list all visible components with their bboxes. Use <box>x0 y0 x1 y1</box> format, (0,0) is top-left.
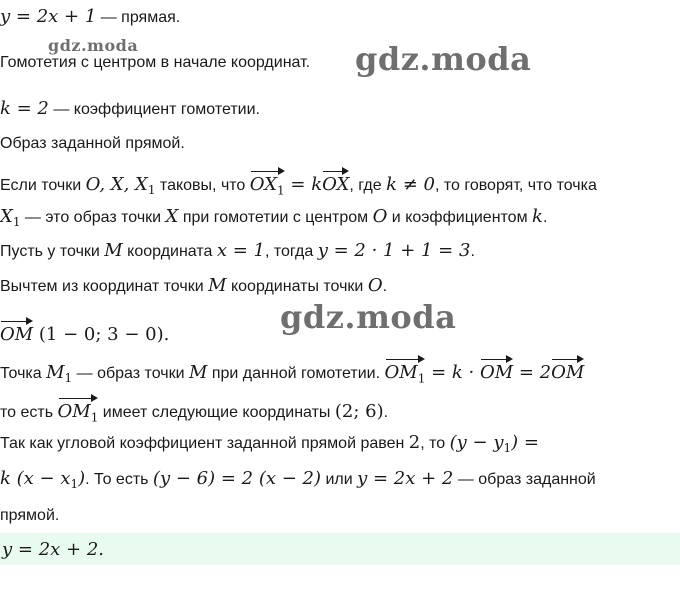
math: = 2 <box>513 362 552 383</box>
math: ) <box>78 468 86 489</box>
text: Так как угловой коэффициент заданной прямой равен <box>0 435 409 452</box>
watermark-small: gdz.moda <box>48 36 139 55</box>
math: M <box>46 362 65 383</box>
math: O <box>372 206 388 227</box>
line-point-slope <box>0 468 596 495</box>
line-homothety-center <box>0 52 310 74</box>
line-point-m1 <box>0 358 584 390</box>
text: , то <box>420 435 450 452</box>
math: (y − 6) = 2 (x − 2) <box>152 468 321 489</box>
text: или <box>321 471 358 488</box>
vector-om: OM <box>551 358 584 384</box>
line-subtract <box>0 275 387 298</box>
subscript: 1 <box>503 441 512 456</box>
text: , где <box>349 177 387 194</box>
text: , то говорят, что точка <box>434 177 597 194</box>
text: координата <box>122 243 217 260</box>
math-given-equation: y = 2x + 1 <box>0 6 97 27</box>
vector-om: OM <box>480 358 513 384</box>
subscript: 1 <box>147 183 156 198</box>
text: — образ точки <box>72 365 189 382</box>
text: Точка <box>0 365 47 382</box>
subscript: 1 <box>70 477 79 492</box>
text: при гомотетии с центром <box>178 209 373 226</box>
math: x = 1 <box>216 240 265 261</box>
math: (2; 6) <box>334 401 384 422</box>
text: . <box>383 404 389 421</box>
line-end <box>0 505 59 527</box>
vector-ox1: $OX_1$ <box>250 170 285 202</box>
text: координаты точки <box>226 278 368 295</box>
text: Вычтем из координат точки <box>0 278 209 295</box>
subscript: 1 <box>12 215 21 230</box>
subscript: 1 <box>64 371 73 386</box>
math: M <box>208 275 227 296</box>
math: = k <box>284 174 323 195</box>
math: k <box>532 206 543 227</box>
math: X <box>165 206 179 227</box>
vector-ox: OX <box>322 170 349 196</box>
text: , тогда <box>264 243 318 260</box>
text: при данной гомотетии. <box>207 365 385 382</box>
line-vector-om <box>0 320 169 347</box>
text: . То есть <box>85 471 153 488</box>
math: y = 2 · 1 + 1 = 3 <box>317 240 471 261</box>
text: имеет следующие координаты <box>98 404 335 421</box>
math: M <box>104 240 123 261</box>
math-k: k = 2 <box>0 98 49 119</box>
answer-box <box>0 533 680 565</box>
math: y = 2x + 2 <box>357 468 454 489</box>
text: . <box>382 278 388 295</box>
math: (y − y <box>449 432 504 453</box>
text: и коэффициентом <box>387 209 533 226</box>
watermark-large-middle: gdz.moda <box>280 298 457 336</box>
text: Пусть у точки <box>0 243 105 260</box>
math: = k · <box>425 362 480 383</box>
text: прямой. <box>0 507 60 524</box>
line-coefficient <box>0 98 260 121</box>
math: (1 − 0; 3 − 0). <box>33 324 170 345</box>
math: O <box>367 275 383 296</box>
line-slope <box>0 432 539 459</box>
vector-om: OM <box>0 320 33 346</box>
line-definition-cont <box>0 206 547 233</box>
text: — прямая. <box>96 9 181 26</box>
line-given-line <box>0 6 180 29</box>
text: Гомотетия с центром в начале координат. <box>0 54 311 71</box>
line-image-heading <box>0 133 185 155</box>
text: Если точки <box>0 177 86 194</box>
text: — это образ точки <box>20 209 166 226</box>
math: ) = <box>511 432 539 453</box>
text: то есть <box>0 404 58 421</box>
math: k (x − x <box>0 468 71 489</box>
text: таковы, что <box>155 177 250 194</box>
math: X <box>0 206 13 227</box>
text: — образ заданной <box>453 471 596 488</box>
line-point-m <box>0 240 475 263</box>
text: Образ заданной прямой. <box>0 135 185 152</box>
math: 2 <box>408 432 421 453</box>
vector-om1: $OM_1$ <box>58 397 99 429</box>
math: O, X, X <box>85 174 148 195</box>
math: k ≠ 0 <box>386 174 435 195</box>
answer-equation: y = 2x + 2. <box>2 539 104 560</box>
vector-om1: $OM_1$ <box>385 358 426 390</box>
line-coordinates <box>0 397 388 429</box>
math: M <box>188 362 208 383</box>
text: — коэффициент гомотетии. <box>48 101 260 118</box>
text: . <box>542 209 548 226</box>
watermark-large-top: gdz.moda <box>355 40 532 78</box>
text: . <box>470 243 475 260</box>
line-definition <box>0 170 597 202</box>
